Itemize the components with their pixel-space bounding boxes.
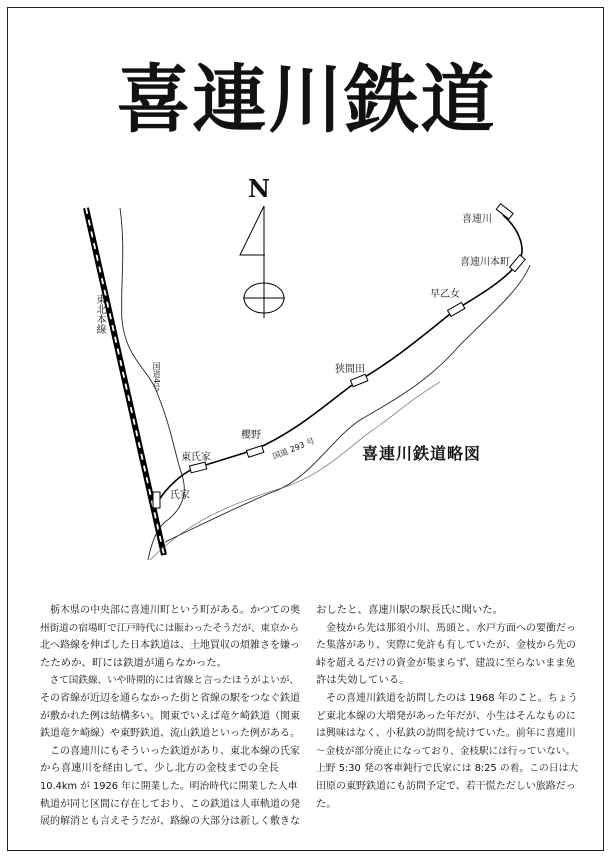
- article-line: 栃木県の中央部に喜連川町という町がある。かつての奥: [40, 605, 300, 616]
- article-line: 田原の東野鉄道にも訪問予定で、若干慌ただしい旅路だっ: [316, 780, 576, 792]
- article-line: 軌道が同じ区間に存在しており、この鉄道は人車軌道の発: [40, 798, 300, 810]
- article-line: は興味はなく、小私鉄の訪問を続けていた。前年に喜連川: [316, 728, 576, 740]
- article-line: 金枝から先は那須小川、馬頭と、水戸方面への要衝だっ: [316, 622, 576, 634]
- article-line: この喜連川にもそういった鉄道があり、東北本線の氏家: [40, 745, 300, 757]
- article-line: が敷かれた例は結構多い。関東でいえば竜ケ崎鉄道（関東: [40, 710, 300, 722]
- article-line: 峠を超えるだけの資金が集まらず、建設に至らないまま免: [316, 657, 576, 669]
- route-293-label: 国道 293 号: [271, 436, 316, 462]
- station-label-ujiie: 氏家: [170, 490, 190, 501]
- article-line: おしたと、喜連川駅の駅長氏に聞いた。: [316, 604, 504, 616]
- article-line: 北へ路線を伸ばした日本鉄道は、土地買収の煩雑さを嫌っ: [40, 640, 300, 652]
- station-label-higashi-ujiie: 東氏家: [181, 452, 211, 463]
- north-label: N: [248, 174, 270, 203]
- station-label-hazamada: 狭間田: [335, 364, 365, 375]
- article-line: 10.4km が 1926 年に開業した。明治時代に開業した人車: [40, 780, 298, 792]
- article-line: 上野 5:30 発の客車鈍行で氏家には 8:25 の着。この日は大: [316, 763, 579, 775]
- route-4-label: 国道4号: [152, 362, 161, 392]
- tohoku-line-label: 東北本線: [94, 294, 105, 334]
- article-line: た集落があり、実際に免許も有していたが、金枝から先の: [316, 640, 576, 652]
- river-south: [165, 265, 530, 542]
- station-label-sakurano: 櫻野: [241, 430, 261, 441]
- station-label-saotome: 早乙女: [430, 289, 460, 300]
- article-line: たためか、町には鉄道が通らなかった。: [40, 656, 228, 669]
- article-right-column: [316, 602, 578, 813]
- article-line: さて国鉄線、いや時期的には省線と言ったほうがよいが、: [40, 675, 300, 687]
- article-line: 鉄道竜ケ崎線）や東野鉄道、流山鉄道といった例がある。: [40, 728, 300, 740]
- map-title: 喜連川鉄道略図: [362, 444, 482, 463]
- article-line: た。: [316, 797, 337, 810]
- article-line: 許は失効している。: [316, 674, 410, 687]
- article-line: 展的解消とも言えそうだが、路線の大部分は新しく敷きな: [40, 816, 300, 828]
- station-label-kitsuregawa: 喜連川: [462, 214, 492, 225]
- page-title: 喜連川鉄道: [116, 57, 497, 143]
- north-arrow-icon: [240, 206, 285, 318]
- article-line: 州街道の宿場町で江戸時代には賑わったそうだが、東京から: [40, 622, 299, 634]
- article-line: ～金枝が部分廃止になっており、金枝駅には行っていない。: [316, 745, 576, 757]
- station-label-kitsuregawa-honmachi: 喜連川本町: [460, 257, 510, 268]
- article-line: から喜連川を経由して、少し北方の金枝までの全長: [40, 762, 279, 775]
- article-line: ど東北本線の大増発があった年だが、小生はそんなものに: [316, 710, 576, 722]
- article-left-column: [40, 602, 302, 831]
- article-line: その省線が近辺を通らなかった街と省線の駅をつなぐ鉄道: [40, 692, 300, 704]
- article-line: その喜連川鉄道を訪問したのは 1968 年のこと。ちょう: [316, 692, 578, 704]
